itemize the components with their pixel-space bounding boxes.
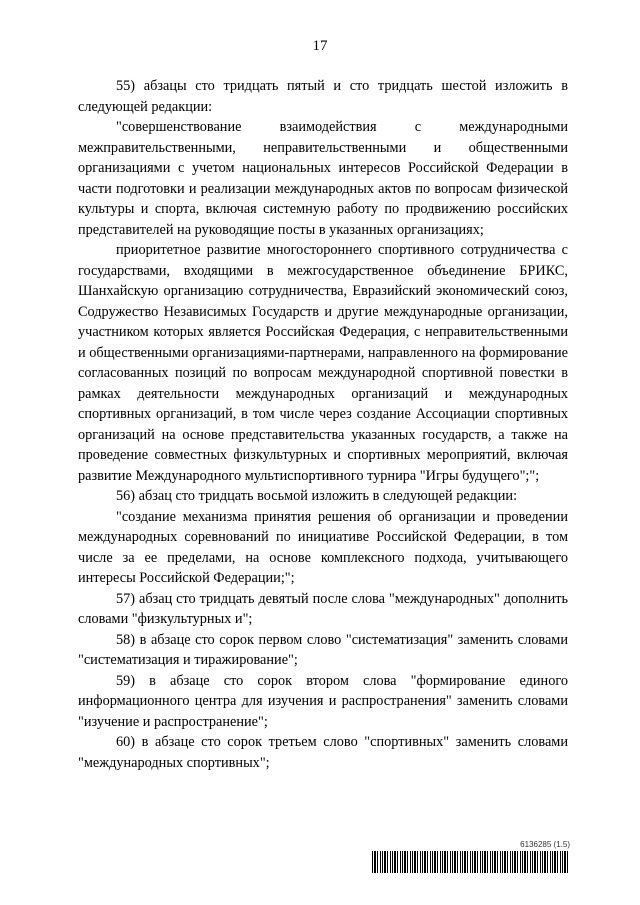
paragraph-quote-mechanism: "создание механизма принятия решения об организации и проведении международных соревнований по инициативе Российской Федерации, в том числе за ее пределами, на основе комплексного подхода, учитывающего интересы Российской Федерации;";	[78, 508, 568, 586]
paragraph-58: 58) в абзаце сто сорок первом слово "систематизация" заменить словами "систематизация и тиражирование";	[78, 631, 568, 668]
barcode	[372, 840, 570, 874]
paragraph-priority-development: приоритетное развитие многостороннего спортивного сотрудничества с государствами, входящими в межгосударственное объединение БРИКС, Шанхайскую организацию сотрудничества, Евразийский экономический союз, Содружество Независимых Государств и другие международные организации, участником которых является Российская Федерация, с неправительственными и общественными организациями-партнерами, направленного на формирование согласованных позиций по вопросам международной спортивной повестки в рамках деятельности международных организаций и международных спортивных организаций, в том числе через создание Ассоциации спортивных организаций на основе представительства указанных государств, а также на проведение совместных физкультурных и спортивных мероприятий, включая развитие Международного мультиспортивного турнира "Игры будущего";";	[78, 242, 568, 484]
barcode-code: 6136285 (1.5)	[520, 840, 570, 849]
paragraph-quote-improvement: "совершенствование взаимодействия с международными межправительственными, неправительственными и общественными организациями с учетом национальных интересов Российской Федерации в части подготовки и реализации международных актов по вопросам физической культуры и спорта, включая системную работу по продвижению российских представителей на руководящие посты в указанных организациях;	[78, 119, 568, 238]
paragraph-56: 56) абзац сто тридцать восьмой изложить в следующей редакции:	[116, 488, 518, 504]
paragraph-57: 57) абзац сто тридцать девятый после слова "международных" дополнить словами "физкультурных и";	[78, 590, 568, 627]
paragraph-60: 60) в абзаце сто сорок третьем слово "спортивных" заменить словами "международных спортивных";	[78, 734, 568, 771]
paragraph-59: 59) в абзаце сто сорок втором слова "формирование единого информационного центра для изучения и распространения" заменить словами "изучение и распространение";	[78, 672, 568, 730]
paragraph-55: 55) абзацы сто тридцать пятый и сто тридцать шестой изложить в следующей редакции:	[78, 78, 568, 115]
page-number: 17	[312, 38, 328, 54]
document-body	[78, 76, 568, 773]
barcode-bars	[372, 851, 570, 873]
